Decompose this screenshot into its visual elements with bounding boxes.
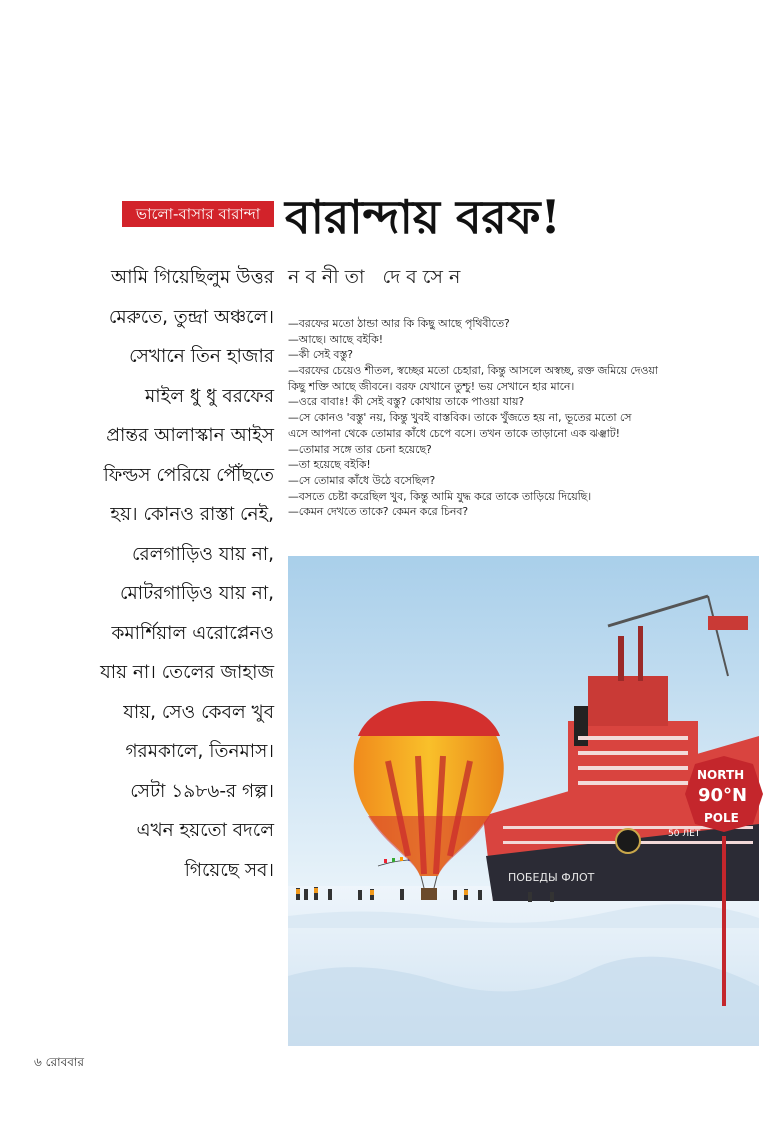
intro-line: ফিল্ডস পেরিয়ে পৌঁছতে — [103, 464, 274, 486]
intro-line: হয়। কোনও রাস্তা নেই, — [110, 504, 274, 525]
dialogue-line: —সে তোমার কাঁধে উঠে বসেছিল? — [288, 473, 436, 487]
intro-text — [70, 258, 274, 881]
dialogue-line: —কেমন দেখতে তাকে? কেমন করে চিনব? — [288, 505, 469, 519]
sign-line3: POLE — [704, 811, 739, 825]
intro-line: মাইল ধু ধু বরফের — [144, 385, 274, 407]
intro-line: মেরুতে, তুন্দ্রা অঞ্চলে। — [108, 306, 274, 328]
dialogue-line: —আছে। আছে বইকি! — [288, 332, 384, 346]
article-author: নবনীতা দেবসেন — [288, 266, 467, 288]
intro-line: প্রান্তর আলাস্কান আইস — [106, 425, 274, 446]
intro-line: যায় না। তেলের জাহাজ — [100, 662, 274, 683]
dialogue-text — [288, 316, 728, 546]
dialogue-line: —কী সেই বস্তু? — [288, 348, 353, 362]
intro-line: সেখানে তিন হাজার — [129, 346, 274, 367]
intro-line: এখন হয়তো বদলে — [136, 820, 274, 841]
intro-line: কমার্শিয়াল এরোপ্লেনও — [111, 622, 274, 644]
intro-line: মোটরগাড়িও যায় না, — [120, 583, 274, 604]
dialogue-line: —বরফের চেয়েও শীতল, স্বচ্ছের মতো চেহারা, কিন্তু আসলে অস্বচ্ছ, রক্ত জমিয়ে দেওয়া — [288, 364, 658, 378]
intro-line: আমি গিয়েছিলুম উত্তর — [110, 267, 274, 288]
page-footer: ৬ রোববার — [34, 1055, 85, 1069]
article-title: বারান্দায় বরফ! — [285, 190, 561, 244]
intro-line: গরমকালে, তিনমাস। — [125, 741, 274, 762]
dialogue-line: —তোমার সঙ্গে তার চেনা হয়েছে? — [288, 442, 432, 456]
dialogue-line: —তা হয়েছে বইকি! — [288, 458, 371, 472]
north-pole-photo — [288, 556, 759, 1046]
dialogue-line: —সে কোনও 'বস্তু' নয়, কিন্তু খুবই বাস্তবিক। তাকে খুঁজতে হয় না, ভূতের মতো সে — [288, 411, 632, 425]
sign-line1: NORTH — [697, 768, 745, 782]
sign-line2: 90°N — [698, 785, 748, 806]
dialogue-line: কিছু শক্তি আছে জীবনে। বরফ যেখানে তুশ্চু! ভয় সেখানে হার মানে। — [288, 379, 575, 393]
dialogue-line: —বসতে চেষ্টা করেছিল খুব, কিন্তু আমি যুদ্ধ করে তাকে তাড়িয়ে দিয়েছি। — [288, 489, 592, 503]
dialogue-line: —ওরে বাবাঃ! কী সেই বস্তু? কোথায় তাকে পাওয়া যায়? — [288, 395, 525, 409]
dialogue-line: —বরফের মতো ঠান্ডা আর কি কিছু আছে পৃথিবীতে? — [288, 317, 510, 330]
dialogue-line: এসে আপনা থেকে তোমার কাঁধে চেপে বসে। তখন তাকে তাড়ানো এক ঝঞ্ঝাট! — [288, 426, 620, 440]
ship-hull-text: ПОБЕДЫ ФЛОТ — [508, 871, 595, 884]
intro-line: গিয়েছে সব। — [184, 859, 274, 881]
intro-line: রেলগাড়িও যায় না, — [131, 543, 274, 565]
column-label: ভালো-বাসার বারান্দা — [122, 201, 274, 227]
ship-number: 50 ЛЕТ — [668, 829, 701, 839]
intro-line: সেটা ১৯৮৬-র গল্প। — [130, 780, 274, 802]
intro-line: যায়, সেও কেবল খুব — [123, 701, 274, 723]
